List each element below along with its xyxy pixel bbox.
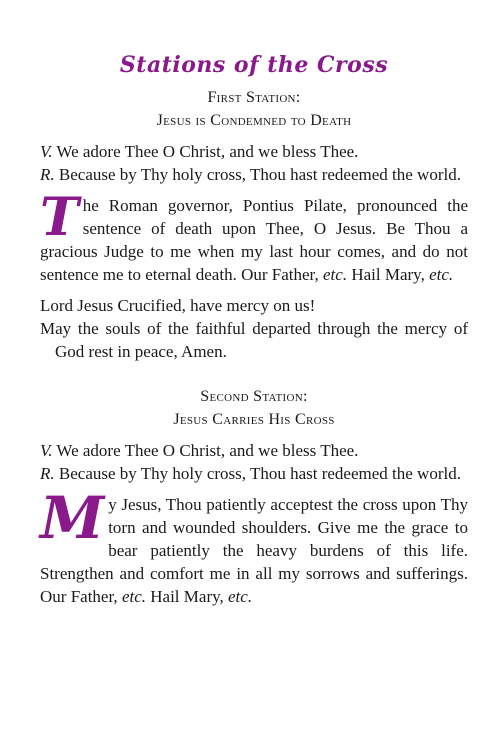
response-text: Because by Thy holy cross, Thou hast redeemed the world. — [54, 464, 461, 483]
second-response — [40, 462, 468, 485]
first-drop-cap: T — [40, 187, 79, 248]
first-response — [40, 163, 468, 186]
first-closing-1: Lord Jesus Crucified, have mercy on us! — [40, 296, 316, 315]
second-hail-mary: Hail Mary, — [146, 587, 229, 606]
first-hail-mary: Hail Mary, — [347, 265, 430, 284]
second-etc-1: etc. — [121, 587, 147, 606]
second-drop-cap: M — [40, 484, 105, 552]
second-meditation — [40, 484, 468, 608]
second-station-title: Jesus Carries His Cross — [173, 411, 335, 428]
first-etc-2: etc. — [429, 265, 454, 284]
first-etc-1: etc. — [323, 265, 348, 284]
first-closing-2: May the souls of the faithful departed through the mercy of God rest in peace, Amen. — [40, 319, 468, 361]
second-etc-2: etc. — [228, 587, 253, 606]
versicle-mark: V. — [40, 142, 53, 161]
page — [40, 52, 468, 608]
first-station-title: Jesus is Condemned to Death — [156, 112, 352, 129]
first-meditation — [40, 187, 468, 286]
first-versicle — [40, 140, 468, 163]
versicle-text: We adore Thee O Christ, and we bless Thee. — [52, 142, 359, 161]
response-mark: R. — [40, 464, 55, 483]
page-title: Stations of the Cross — [119, 52, 389, 78]
second-meditation-text: y Jesus, Thou patiently acceptest the cross upon Thy torn and wounded shoulders. Give me the grace to bear patiently the heavy burdens of this life. Strengthen and comfort me in all my sorrows and sufferings. Our Father, — [40, 495, 468, 606]
response-text: Because by Thy holy cross, Thou hast redeemed the world. — [54, 165, 461, 184]
second-station-label: Second Station: — [200, 388, 308, 405]
first-station-label: First Station: — [207, 89, 301, 106]
versicle-mark: V. — [40, 441, 53, 460]
second-versicle — [40, 439, 468, 462]
first-meditation-text: he Roman governor, Pontius Pilate, pronounced the sentence of death upon Thee, O Jesus. Be Thou a gracious Judge to me when my last hour comes, and do not sentence me to eternal death. Our Father, — [40, 196, 468, 284]
response-mark: R. — [40, 165, 55, 184]
versicle-text: We adore Thee O Christ, and we bless Thee. — [52, 441, 359, 460]
